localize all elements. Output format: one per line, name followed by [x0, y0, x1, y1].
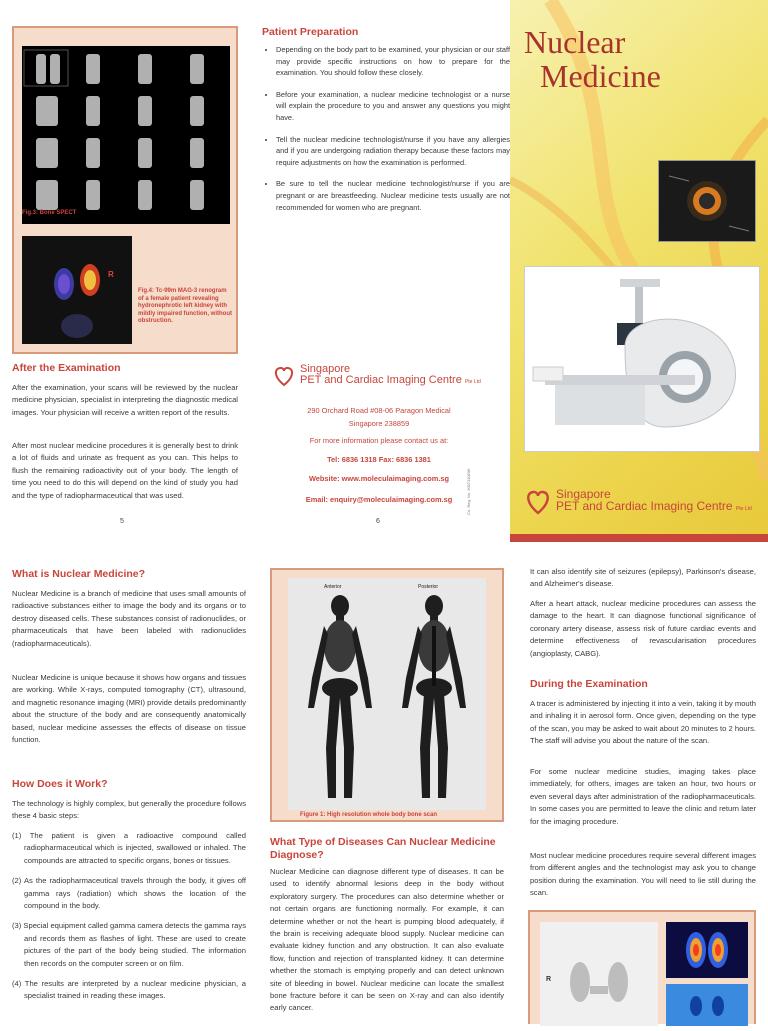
renogram-marker: R: [108, 270, 114, 279]
during-exam-heading: During the Examination: [530, 678, 648, 690]
prep-item: • Before your examination, a nuclear medicine technologist or a nurse will explain the procedure to you and answer any questions you might have.: [276, 89, 510, 124]
thyroid-scan-gray: [540, 922, 658, 1026]
cover-title-2: Medicine: [540, 58, 661, 94]
page-number-6: 6: [376, 518, 380, 525]
col3-p0: It can also identify site of seizures (epilepsy), Parkinson's disease, and Alzheimer's disease.: [530, 567, 756, 589]
gamma-camera-photo: [524, 266, 760, 452]
heart-logo-icon: [524, 489, 552, 515]
logo-suffix: Pte Ltd: [464, 379, 481, 385]
prep-item: • Be sure to tell the nuclear medicine technologist/nurse if you are pregnant or are breastfeeding. Nuclear medicine tests usually are not recommended for women who are pregnant.: [276, 178, 510, 213]
posterior-label: Posterior: [418, 584, 439, 590]
bone-spect-image: [22, 46, 230, 224]
during-p4: Most nuclear medicine procedures require several different images from different angles and the technologist may ask you to change position during the examination. You will need to lie still during the scan.: [530, 851, 756, 898]
page-number-5: 5: [120, 518, 124, 525]
cover-title-1: Nuclear: [524, 24, 626, 60]
contact-block: [262, 406, 496, 504]
diseases-p1: Nuclear Medicine can diagnose different type of diseases. It can be used to identify abnormal lesions deep in the body without exploratory surgery. The procedures can also determine whether or not certain organs are functioning normally. For example, it can determine whether or not the heart is pumping blood adequately, if the brain is receiving adequate blood supply. Nuclear medicine can evaluate kidney function and any obstruction. It can also evaluate flow, function and rejection of transplanted kidney. It can determine whether the stomach is emptying properly and can detect unknown site of bleeding in bowel. Nuclear medicine can locate the smallest bone fracture before it can be seen on X-ray and can also identify early cancer.: [270, 867, 504, 1013]
during-p2: A tracer is administered by injecting it into a vein, taking it by mouth and inhaling it in aerosol form. Once given, depending on the type of the scan, you may be asked to wait about 20 minutes to 2 hours. The staff will advise you about the nature of the scan.: [530, 699, 756, 746]
how-heading: How Does it Work?: [12, 778, 108, 790]
how-step: (3) Special equipment called gamma camera detects the gamma rays and records them as flashes of light. These are used to create pictures of the part of the body being studied. The information then records on the computer screen or on film.: [12, 921, 246, 968]
address-line1: 290 Orchard Road #08-06 Paragon Medical: [307, 406, 451, 415]
how-step: (1) The patient is given a radioactive compound called radiopharmaceutical which is injected, swallowed or inhaled. The compounds are attracted to specific organs, bones or tissues.: [12, 831, 246, 865]
fig4-caption: Fig.4: Tc-99m MAG-3 renogram of a female patient revealing hydronephrotic left kidney with mildly impaired function, without obstruction.: [138, 288, 232, 325]
fig3-caption: Fig.3: Bone SPECT: [22, 210, 77, 216]
col3-p1: After a heart attack, nuclear medicine procedures can assess the damage to the heart. It can diagnose functional significance of coronary artery disease, assess risk of future cardiac events and determine effectiveness of revascularisation procedures (angioplasty, CABG).: [530, 599, 756, 658]
after-exam-p1: After the examination, your scans will be reviewed by the nuclear medicine physician, specialist in interpreting the diagnostic medical images. Your physician will receive a written report of the results.: [12, 383, 238, 417]
heart-scan-image: [658, 160, 756, 242]
thyroid-scan-panel: [528, 910, 756, 1024]
how-step: (4) The results are interpreted by a nuclear medicine physician, a specialist trained in reading these images.: [12, 979, 246, 1001]
diseases-heading: What Type of Diseases Can Nuclear Medicine Diagnose?: [270, 836, 496, 861]
skeleton-figures: [288, 578, 486, 810]
patient-prep-list: [262, 44, 510, 223]
registration-number: Co. Reg. No. 200711083K: [466, 468, 471, 515]
cover-logo-line1: Singapore: [556, 487, 611, 501]
cover-logo-line2: PET and Cardiac Imaging Centre: [556, 499, 733, 513]
cover-bottom-bar: [510, 534, 768, 542]
cover-panel: [510, 0, 768, 536]
fig1-caption: Figure 1: High resolution whole body bone scan: [300, 812, 438, 818]
cover-logo-suffix: Pte Ltd: [735, 506, 752, 512]
what-is-p2: Nuclear Medicine is unique because it shows how organs and tissues are working. While X-rays, computed tomography (CT), ultrasound, and magnetic resonance imaging (MRI) provide details predominantly about the structure of the body and are consequently anatomically based, nuclear medicine assesses the effects of disease on tissue function.: [12, 673, 246, 745]
how-intro: The technology is highly complex, but generally the procedure follows these 4 basic steps:: [12, 799, 246, 821]
thyroid-marker: R: [546, 976, 552, 983]
clinic-logo: [272, 364, 481, 388]
renogram-image: [22, 236, 132, 344]
prep-item: • Depending on the body part to be examined, your physician or our staff may provide specific instructions on how to prepare for the examination. You should follow these closely.: [276, 44, 510, 79]
tel-fax: Tel: 6836 1318 Fax: 6836 1381: [327, 455, 431, 464]
cover-logo: [524, 488, 752, 515]
thyroid-scan-blue: [666, 984, 748, 1026]
prep-item: • Tell the nuclear medicine technologist/nurse if you have any allergies and if you are undergoing radiation therapy because these factors may require adjustments on how the examination is performed.: [276, 134, 510, 169]
heart-logo-icon: [272, 365, 296, 387]
how-steps: [12, 830, 246, 1011]
logo-line2: PET and Cardiac Imaging Centre: [300, 374, 462, 386]
how-step: (2) As the radiopharmaceutical travels through the body, it gives off gamma rays (radiation) which shows the location of the compound in the body.: [12, 876, 246, 911]
patient-prep-heading: Patient Preparation: [262, 26, 359, 38]
bone-spect-grid: [22, 46, 230, 224]
anterior-label: Anterior: [324, 584, 342, 590]
logo-line1: Singapore: [300, 363, 351, 375]
during-p3: For some nuclear medicine studies, imaging takes place immediately, for others, images are taken an hour, two hours or even several days after administration of the radiopharmaceuticals. In some cases you are permitted to leave the clinic and return later for the imaging procedure.: [530, 767, 756, 826]
address-line2: Singapore 238859: [348, 419, 410, 428]
thyroid-scan-color: [666, 922, 748, 978]
email-link[interactable]: Email: enquiry@moleculaimaging.com.sg: [305, 495, 453, 504]
website-link[interactable]: Website: www.moleculaimaging.com.sg: [308, 474, 450, 483]
after-exam-heading: After the Examination: [12, 362, 121, 374]
bone-scan-image: [288, 578, 486, 810]
what-is-p1: Nuclear Medicine is a branch of medicine that uses small amounts of radioactive substances either to image the body and its organs or to destroy diseased cells. These substances consist of radionuclides, or pharmaceuticals that have been labeled with radionuclides (radiopharmaceuticals).: [12, 589, 246, 648]
figures-panel: [12, 26, 238, 354]
more-info-text: For more information please contact us at:: [309, 436, 449, 445]
bone-scan-panel: [270, 568, 504, 822]
after-exam-p2: After most nuclear medicine procedures it is generally best to drink a lot of fluids and urinate as frequent as you can. This helps to flush the remaining radioactivity out of your body. The length of time you need to do this will depend on the kind of study you had and the type of radiopharmaceutical that was used.: [12, 441, 238, 500]
what-is-heading: What is Nuclear Medicine?: [12, 568, 146, 580]
